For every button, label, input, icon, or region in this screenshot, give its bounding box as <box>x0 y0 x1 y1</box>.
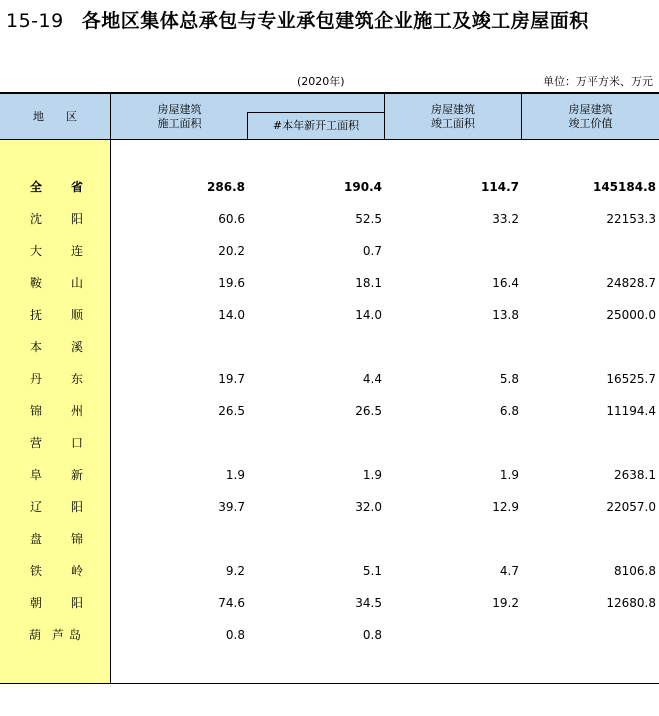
cell-completed-value: 24828.7 <box>606 276 656 290</box>
cell-new-started: 26.5 <box>355 404 382 418</box>
header-completed-area <box>385 103 521 131</box>
table-bottom-border <box>0 683 659 684</box>
region-char: 锦 <box>30 404 43 418</box>
header-region: 地 区 <box>33 110 77 123</box>
cell-new-started: 32.0 <box>355 500 382 514</box>
table-row <box>0 561 659 581</box>
year-note: (2020年) <box>297 75 345 88</box>
region-char: 溪 <box>71 340 84 354</box>
cell-new-started: 52.5 <box>355 212 382 226</box>
region-char: 朝 <box>30 596 43 610</box>
table-row <box>0 465 659 485</box>
cell-construction-area: 74.6 <box>218 596 245 610</box>
cell-completed-value: 2638.1 <box>614 468 656 482</box>
header-construction-area-line1: 房屋建筑 <box>157 103 202 116</box>
region-char: 芦 <box>52 628 65 642</box>
region-char: 辽 <box>30 500 43 514</box>
cell-construction-area: 9.2 <box>225 564 245 578</box>
cell-new-started: 0.7 <box>362 244 382 258</box>
table-row <box>0 529 659 549</box>
cell-new-started: 14.0 <box>355 308 382 322</box>
cell-new-started: 5.1 <box>362 564 382 578</box>
region-char: 岭 <box>71 564 84 578</box>
region-char: 抚 <box>30 308 43 322</box>
cell-completed-area: 4.7 <box>499 564 519 578</box>
region-char: 山 <box>71 276 84 290</box>
cell-completed-area: 33.2 <box>492 212 519 226</box>
cell-construction-area: 1.9 <box>225 468 245 482</box>
region-char: 本 <box>30 340 43 354</box>
region-char: 连 <box>71 244 84 258</box>
table-row-total <box>0 177 659 197</box>
region-char: 阳 <box>71 596 84 610</box>
region-char: 葫 <box>29 628 42 642</box>
cell-construction-area: 0.8 <box>225 628 245 642</box>
region-char: 大 <box>30 244 43 258</box>
cell-completed-area: 1.9 <box>499 468 519 482</box>
region-char: 营 <box>30 436 43 450</box>
cell-construction-area: 20.2 <box>218 244 245 258</box>
table-row <box>0 433 659 453</box>
table-title: 各地区集体总承包与专业承包建筑企业施工及竣工房屋面积 <box>81 10 589 32</box>
table-row <box>0 209 659 229</box>
header-completed-value <box>522 103 659 131</box>
region-char: 阳 <box>71 212 84 226</box>
table-row <box>0 593 659 613</box>
cell-completed-area: 6.8 <box>499 404 519 418</box>
cell-completed-area: 5.8 <box>499 372 519 386</box>
header-completed-value-line2: 竣工价值 <box>568 117 613 130</box>
table-number: 15-19 <box>6 10 64 32</box>
cell-new-started: 4.4 <box>362 372 382 386</box>
header-construction-area <box>111 103 248 131</box>
region-char: 州 <box>71 404 84 418</box>
table-row <box>0 369 659 389</box>
cell-completed-value: 8106.8 <box>614 564 656 578</box>
region-char: 东 <box>71 372 84 386</box>
cell-completed-area: 12.9 <box>492 500 519 514</box>
cell-construction-area: 60.6 <box>218 212 245 226</box>
cell-new-started: 34.5 <box>355 596 382 610</box>
cell-new-started: 190.4 <box>344 180 382 194</box>
cell-completed-value: 25000.0 <box>606 308 656 322</box>
header-completed-value-line1: 房屋建筑 <box>568 103 613 116</box>
table-row <box>0 241 659 261</box>
region-char: 鞍 <box>30 276 43 290</box>
region-char: 阳 <box>71 500 84 514</box>
region-char: 丹 <box>30 372 43 386</box>
cell-construction-area: 39.7 <box>218 500 245 514</box>
page-title <box>6 6 589 33</box>
cell-construction-area: 19.7 <box>218 372 245 386</box>
region-char: 沈 <box>30 212 43 226</box>
table-row <box>0 401 659 421</box>
region-char: 省 <box>71 180 84 194</box>
header-bottom-border <box>0 139 659 140</box>
cell-new-started: 0.8 <box>362 628 382 642</box>
cell-completed-area: 16.4 <box>492 276 519 290</box>
header-construction-area-line2: 施工面积 <box>157 117 202 130</box>
region-char: 顺 <box>71 308 84 322</box>
cell-completed-area: 19.2 <box>492 596 519 610</box>
unit-note: 单位：万平方米、万元 <box>543 75 653 88</box>
table-row <box>0 625 659 645</box>
table-row <box>0 337 659 357</box>
cell-construction-area: 14.0 <box>218 308 245 322</box>
header-completed-area-line1: 房屋建筑 <box>431 103 475 116</box>
header-completed-area-line2: 竣工面积 <box>431 117 475 130</box>
table-row <box>0 305 659 325</box>
region-char: 岛 <box>69 628 82 642</box>
region-char: 锦 <box>71 532 84 546</box>
cell-completed-value: 11194.4 <box>606 404 656 418</box>
cell-completed-value: 22057.0 <box>606 500 656 514</box>
region-char: 新 <box>71 468 84 482</box>
cell-completed-area: 114.7 <box>481 180 519 194</box>
cell-construction-area: 286.8 <box>207 180 245 194</box>
header-subline <box>247 112 384 113</box>
region-char: 全 <box>30 180 43 194</box>
cell-construction-area: 19.6 <box>218 276 245 290</box>
table-row <box>0 273 659 293</box>
cell-completed-value: 145184.8 <box>592 180 656 194</box>
region-char: 阜 <box>30 468 43 482</box>
cell-completed-value: 12680.8 <box>606 596 656 610</box>
region-char: 口 <box>71 436 84 450</box>
cell-construction-area: 26.5 <box>218 404 245 418</box>
cell-new-started: 1.9 <box>362 468 382 482</box>
header-new-started: #本年新开工面积 <box>272 119 360 132</box>
cell-new-started: 18.1 <box>355 276 382 290</box>
cell-completed-value: 22153.3 <box>606 212 656 226</box>
cell-completed-value: 16525.7 <box>606 372 656 386</box>
table-row <box>0 497 659 517</box>
region-char: 盘 <box>30 532 43 546</box>
cell-completed-area: 13.8 <box>492 308 519 322</box>
region-char: 铁 <box>30 564 43 578</box>
